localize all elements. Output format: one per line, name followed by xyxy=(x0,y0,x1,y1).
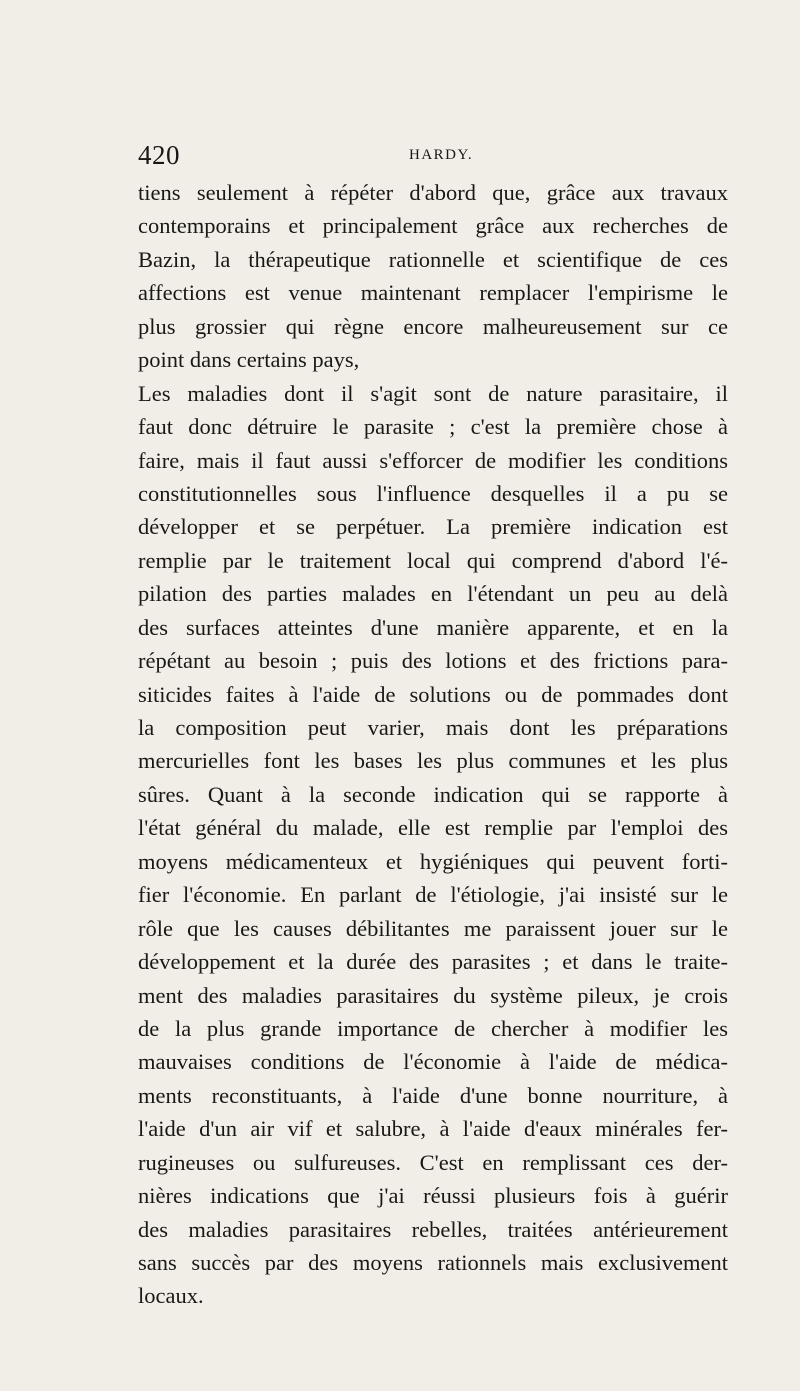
text-line: nières indications que j'ai réussi plusieurs fois à guérir xyxy=(138,1183,728,1209)
text-line: la composition peut varier, mais dont les préparations xyxy=(138,715,728,740)
text-line: constitutionnelles sous l'influence desquelles il a pu se xyxy=(138,480,728,506)
running-head: HARDY. xyxy=(409,147,474,163)
text-line: sûres. Quant à la seconde indication qui se rapporte à xyxy=(138,781,728,807)
text-line: l'état général du malade, elle est remplie par l'emploi des xyxy=(138,815,728,841)
text-line: développement et la durée des parasites ; et dans le traite- xyxy=(138,949,728,975)
text-line: répétant au besoin ; puis des lotions et des frictions para- xyxy=(138,648,728,674)
text-line: rôle que les causes débilitantes me paraissent jouer sur le xyxy=(138,915,728,941)
text-line: des maladies parasitaires rebelles, traitées antérieurement xyxy=(138,1216,728,1242)
text-line: affections est venue maintenant remplacer l'empirisme le xyxy=(138,280,728,306)
text-line: sans succès par des moyens rationnels mais exclusivement xyxy=(138,1250,728,1275)
text-line: locaux. xyxy=(138,1283,204,1309)
text-line: l'aide d'un air vif et salubre, à l'aide d'eaux minérales fer- xyxy=(138,1116,728,1142)
page-number: 420 xyxy=(138,140,180,170)
text-line: siticides faites à l'aide de solutions ou de pommades dont xyxy=(138,681,728,707)
text-line: développer et se perpétuer. La première indication est xyxy=(138,514,728,540)
text-line: tiens seulement à répéter d'abord que, grâce aux travaux xyxy=(138,180,728,205)
text-line: Les maladies dont il s'agit sont de nature parasitaire, il xyxy=(138,380,728,406)
text-line: rugineuses ou sulfureuses. C'est en remplissant ces der- xyxy=(138,1149,728,1175)
text-line: Bazin, la thérapeutique rationnelle et scientifique de ces xyxy=(138,246,728,272)
text-line: pilation des parties malades en l'étendant un peu au delà xyxy=(138,581,728,607)
text-line: mauvaises conditions de l'économie à l'aide de médica- xyxy=(138,1049,728,1075)
text-line: de la plus grande importance de chercher à modifier les xyxy=(138,1015,728,1041)
text-line: point dans certains pays, xyxy=(138,347,360,373)
text-line: contemporains et principalement grâce aux recherches de xyxy=(138,213,728,239)
page-header xyxy=(138,140,728,174)
text-line: moyens médicamenteux et hygiéniques qui peuvent forti- xyxy=(138,848,728,874)
text-line: fier l'économie. En parlant de l'étiologie, j'ai insisté sur le xyxy=(138,882,728,908)
text-line: ment des maladies parasitaires du système pileux, je crois xyxy=(138,982,728,1008)
text-line: ments reconstituants, à l'aide d'une bonne nourriture, à xyxy=(138,1082,728,1108)
text-line: plus grossier qui règne encore malheureusement sur ce xyxy=(138,313,728,339)
text-line: des surfaces atteintes d'une manière apparente, et en la xyxy=(138,614,728,640)
text-line: faire, mais il faut aussi s'efforcer de modifier les conditions xyxy=(138,447,728,473)
text-line: remplie par le traitement local qui comprend d'abord l'é- xyxy=(138,547,728,573)
text-line: faut donc détruire le parasite ; c'est la première chose à xyxy=(138,414,728,440)
body-text xyxy=(138,176,728,1313)
text-line: mercurielles font les bases les plus communes et les plus xyxy=(138,748,728,774)
